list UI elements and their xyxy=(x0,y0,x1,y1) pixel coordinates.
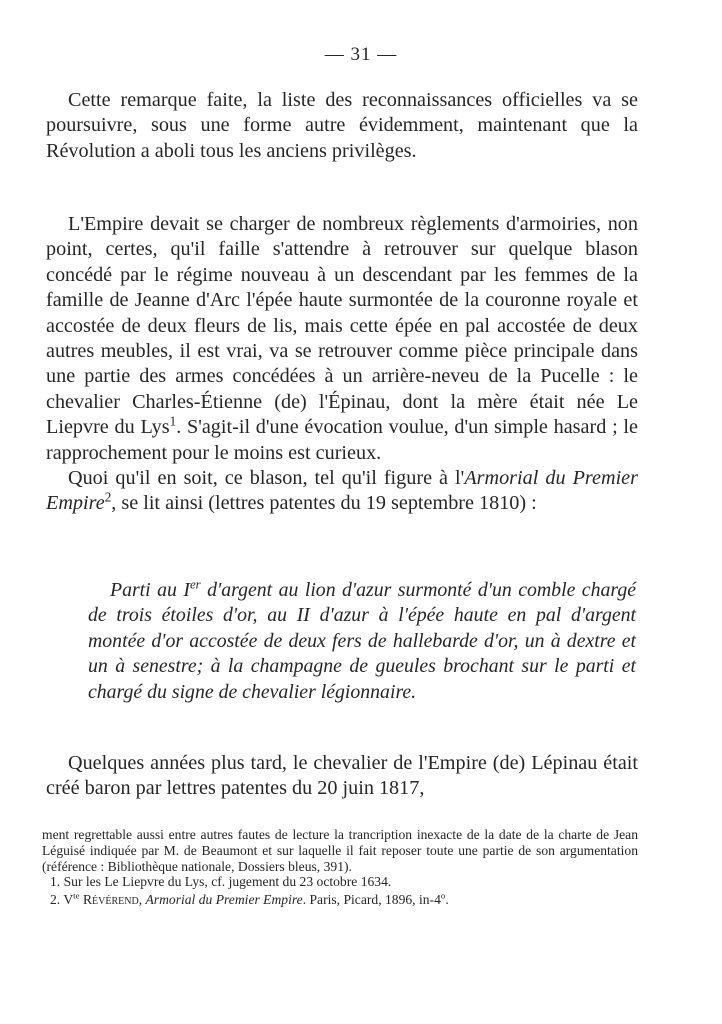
blazon-text-a: Parti au I xyxy=(110,579,190,601)
footnote-2-sup-te: te xyxy=(73,890,80,901)
footnote-2-sep: , xyxy=(138,892,146,908)
paragraph-3-title: Armorial du Premier Empire xyxy=(46,467,638,515)
blazon-quote xyxy=(88,578,636,705)
paragraph-2-text-b: . S'agit-il d'une évocation voulue, d'un simple hasard ; le rapprochement pour le moins est curieux. xyxy=(46,416,638,464)
footnote-2-title: Armorial du Premier Empire xyxy=(145,892,303,908)
paragraph-4: Quelques années plus tard, le chevalier de l'Empire (de) Lépinau était créé baron par lettres patentes du 20 juin 1817, xyxy=(46,752,638,800)
blazon-sup: er xyxy=(189,577,201,592)
footnote-2 xyxy=(42,892,638,908)
paragraph-2 xyxy=(46,212,638,517)
paragraph-3-text-b: , se lit ainsi (lettres patentes du 19 septembre 1810) : xyxy=(111,492,537,515)
footnote-2-end: . xyxy=(445,892,449,908)
footnote-2-prefix: 2. V xyxy=(50,892,74,908)
paragraph-2-text-a: L'Empire devait se charger de nombreux règlements d'armoiries, non point, certes, qu'il faille s'attendre à retrouver sur quelque blason concédé par le régime nouveau à un descendant par les femmes de la famille de Jeanne d'Arc l'épée haute surmontée de la couronne royale et accostée de deux fleurs de lis, mais cette épée en pal accostée de deux autres meubles, il est vrai, va se retrouver comme pièce principale dans une partie des armes concédées à un arrière-neveu de la Pucelle : le chevalier Charles-Étienne (de) l'Épinau, dont la mère était née Le Liepvre du Lys xyxy=(46,213,638,439)
footnote-ref-2: 2 xyxy=(104,489,112,505)
footnote-2-author: Révérend xyxy=(79,892,139,908)
footnote-continued: ment regrettable aussi entre autres fautes de lecture la trancription inexacte de la date de la charte de Jean Léguisé indiquée par M. de Beaumont et sur laquelle il fait reposer toute une partie de son argumentation (référence : Bibliothèque nationale, Dossiers bleus, 391). xyxy=(42,827,638,874)
footnote-2-rest: . Paris, Picard, 1896, in-4 xyxy=(302,892,441,908)
footnote-2-sup-o: o xyxy=(440,890,446,901)
blazon-text-b: d'argent au lion d'azur surmonté d'un comble chargé de trois étoiles d'or, au II d'azur à l'épée haute en pal d'argent montée d'or accostée de deux fers de hallebarde d'or, un à dextre et un à senestre; à la champagne de gueules brochant sur le parti et chargé du signe de chevalier légionnaire. xyxy=(88,579,636,703)
footnote-1: 1. Sur les Le Liepvre du Lys, cf. jugement du 23 octobre 1634. xyxy=(50,874,392,890)
footnotes xyxy=(42,827,638,908)
page-number: — 31 — xyxy=(324,44,398,65)
paragraph-1: Cette remarque faite, la liste des reconnaissances officielles va se poursuivre, sous une forme autre évidemment, maintenant que la Révolution a aboli tous les anciens privilèges. xyxy=(46,89,638,162)
footnote-ref-1: 1 xyxy=(169,413,177,429)
paragraph-3-text-a: Quoi qu'il en soit, ce blason, tel qu'il figure à l' xyxy=(68,467,465,490)
